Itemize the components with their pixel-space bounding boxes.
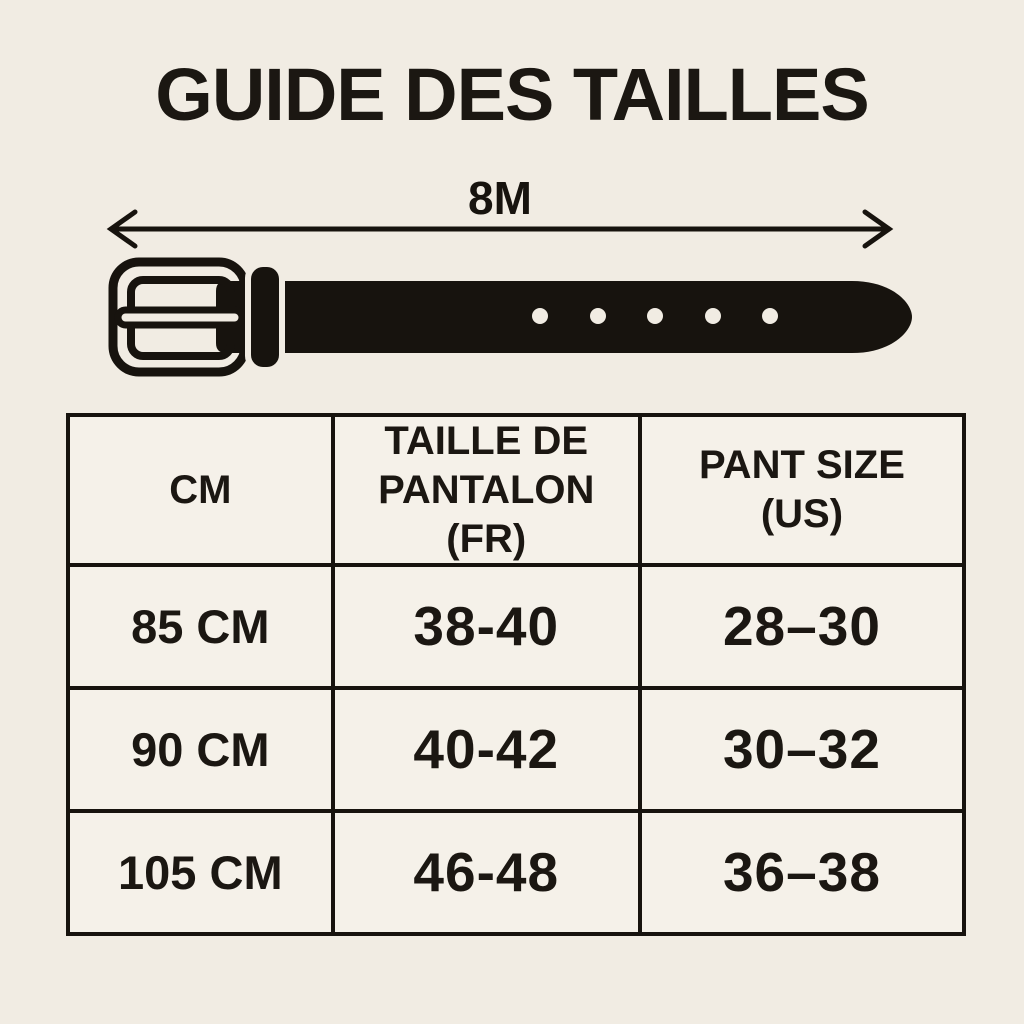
column-header-cm-line1: CM <box>169 467 232 512</box>
column-header-us-line1: PANT SIZE <box>698 443 905 488</box>
table-cell-row1-fr: 38-40 <box>335 567 638 686</box>
page-title: GUIDE DES TAILLES <box>155 53 869 136</box>
belt-prong-icon <box>118 310 242 325</box>
belt-keeper-icon <box>251 267 279 367</box>
size-table <box>66 413 966 936</box>
column-header-fr <box>335 417 638 563</box>
table-cell-row2-cm: 90 CM <box>70 690 331 809</box>
table-cell-row3-cm: 105 CM <box>70 813 331 933</box>
measurement-label: 8M <box>468 172 532 224</box>
table-cell-row1-us: 28–30 <box>642 567 962 686</box>
column-header-us-line2: (US) <box>760 492 844 537</box>
column-header-us <box>642 417 962 563</box>
table-cell-row3-us: 36–38 <box>642 813 962 933</box>
belt-diagram <box>0 160 1024 400</box>
table-cell-row1-cm: 85 CM <box>70 567 331 686</box>
column-header-fr-line1: TAILLE DE <box>384 419 589 463</box>
column-header-cm <box>70 417 331 563</box>
table-cell-row3-fr: 46-48 <box>335 813 638 933</box>
belt-strap-icon <box>216 281 912 353</box>
table-cell-row2-us: 30–32 <box>642 690 962 809</box>
column-header-fr-line2: PANTALON (FR) <box>378 467 595 561</box>
table-cell-row2-fr: 40-42 <box>335 690 638 809</box>
